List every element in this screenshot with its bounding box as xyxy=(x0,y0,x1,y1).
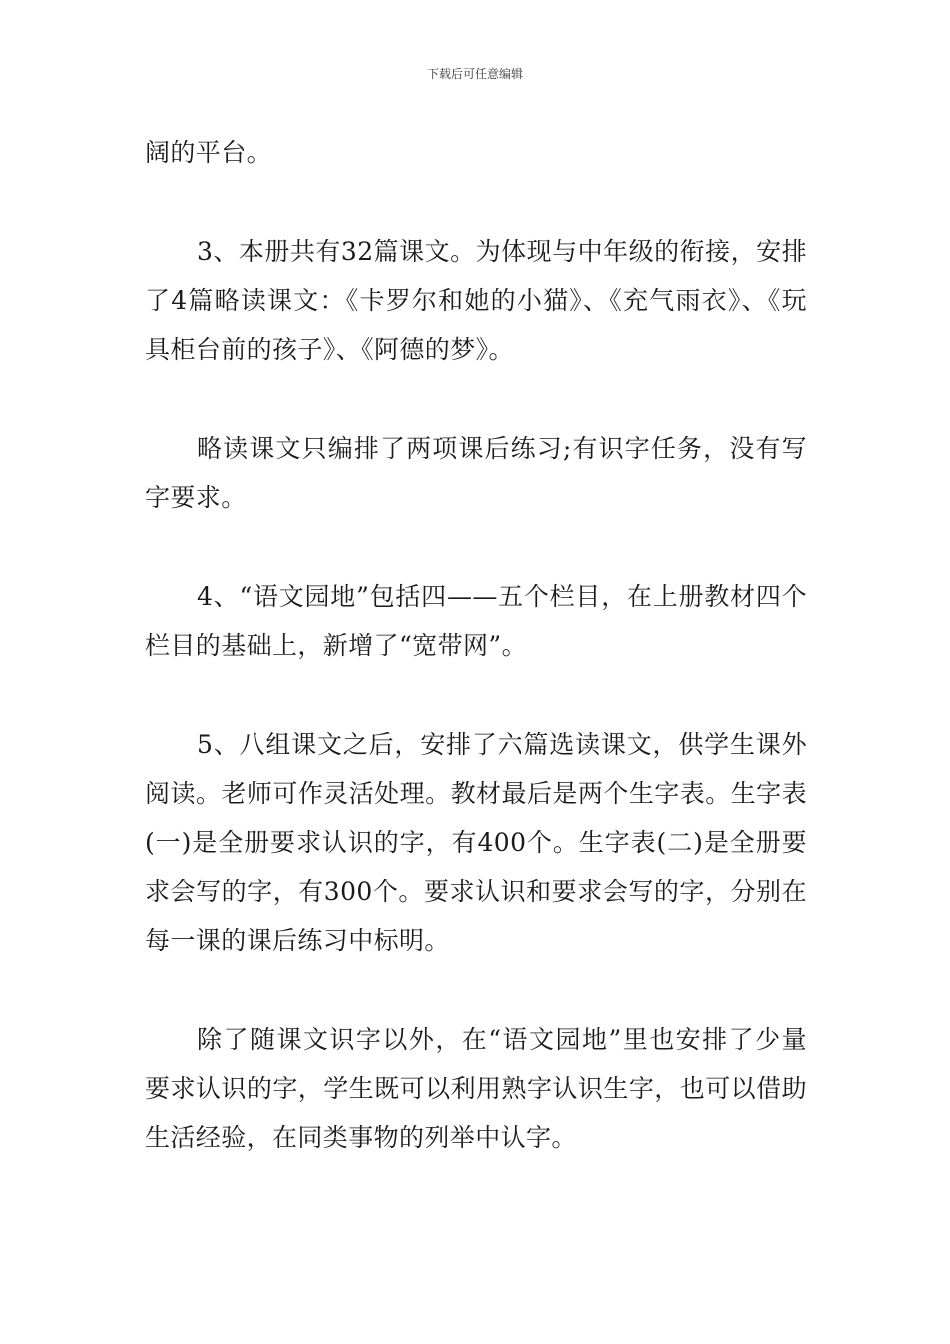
page-header: 下载后可任意编辑 xyxy=(426,67,523,81)
paragraph-skim-reading: 略读课文只编排了两项课后练习;有识字任务，没有写字要求。 xyxy=(145,434,807,512)
paragraph-gap xyxy=(145,522,807,572)
paragraph-gap xyxy=(145,177,807,227)
paragraph-gap xyxy=(145,374,807,424)
paragraph-literacy: 除了随课文识字以外，在“语文园地”里也安排了少量要求认识的字，学生既可以利用熟字认识生字，也可以借助生活经验，在同类事物的列举中认字。 xyxy=(145,1025,807,1152)
paragraph-item-4: 4、“语文园地”包括四——五个栏目，在上册教材四个栏目的基础上，新增了“宽带网”。 xyxy=(145,582,807,660)
paragraph-item-5: 5、八组课文之后，安排了六篇选读课文，供学生课外阅读。老师可作灵活处理。教材最后是两个生字表。生字表(一)是全册要求认识的字，有400个。生字表(二)是全册要求会写的字，有300个。要求认识和要求会写的字，分别在每一课的课后练习中标明。 xyxy=(145,730,807,955)
paragraph-gap xyxy=(145,670,807,720)
paragraph-gap xyxy=(145,965,807,1015)
paragraph-continuation: 阔的平台。 xyxy=(145,138,273,167)
document-body xyxy=(145,128,807,1162)
paragraph-item-3: 3、本册共有32篇课文。为体现与中年级的衔接，安排了4篇略读课文：《卡罗尔和她的小猫》、《充气雨衣》、《玩具柜台前的孩子》、《阿德的梦》。 xyxy=(145,237,807,364)
